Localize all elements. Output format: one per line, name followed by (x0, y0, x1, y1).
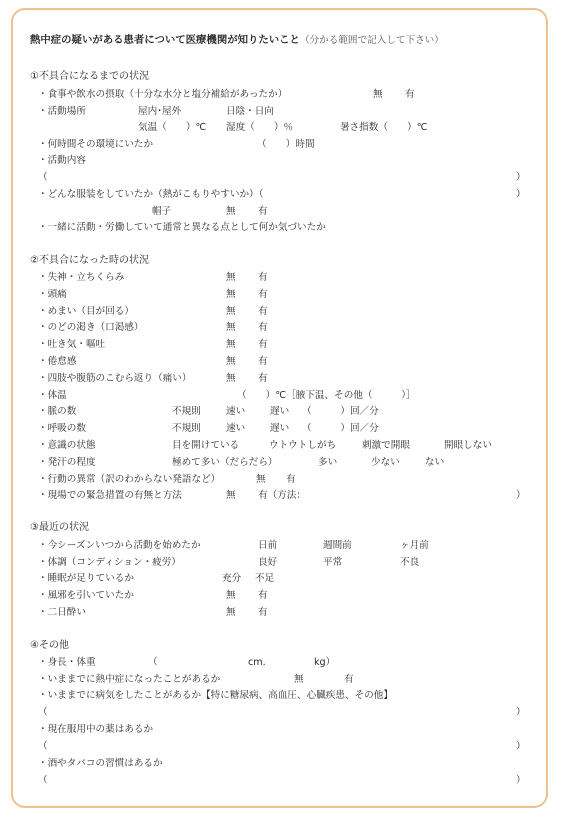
condition-good[interactable]: 良好 (258, 557, 278, 568)
resp-rate-field[interactable]: （ ）回／分 (302, 423, 379, 434)
symptom-yes[interactable]: 有 (258, 272, 268, 283)
cold-yes[interactable]: 有 (258, 590, 268, 601)
hangover-question: ・二日酔い (38, 607, 86, 618)
alcohol-close: ） (516, 775, 526, 786)
first-aid-question: ・現場での緊急措置の有無と方法 (38, 490, 182, 501)
condition-normal[interactable]: 平常 (323, 557, 343, 568)
symptom-yes[interactable]: 有 (258, 356, 268, 367)
wbgt-field[interactable]: 暑さ指数（ ）℃ (340, 122, 428, 133)
hangover-no[interactable]: 無 (226, 607, 236, 618)
respiration-question: ・呼吸の数 (38, 423, 86, 434)
sweat-heavy[interactable]: 多い (318, 457, 338, 468)
season-days[interactable]: 日前 (258, 540, 278, 551)
season-weeks[interactable]: 週間前 (323, 540, 352, 551)
hat-yes[interactable]: 有 (258, 206, 268, 217)
clothing-question[interactable]: ・どんな服装をしていたか（熱がこもりやすいか）（ (38, 189, 264, 200)
behavior-no[interactable]: 無 (256, 474, 266, 485)
pulse-irregular[interactable]: 不規則 (172, 406, 201, 417)
symptom-no[interactable]: 無 (226, 289, 236, 300)
medication-close: ） (516, 741, 526, 752)
symptom-fatigue: ・倦怠感 (38, 356, 77, 367)
season-months[interactable]: ヶ月前 (400, 540, 429, 551)
companions-question: ・一緒に活動・労働していて通常と異なる点として何か気づいたか (38, 222, 326, 233)
cold-no[interactable]: 無 (226, 590, 236, 601)
clothing-close: ） (516, 189, 526, 200)
hat-label: 帽子 (152, 206, 172, 217)
section2-heading: ②不具合になった時の状況 (30, 255, 149, 266)
humidity-field[interactable]: 湿度（ ）％ (226, 122, 294, 133)
symptom-syncope: ・失神・立ちくらみ (38, 272, 125, 283)
consciousness-stimulus[interactable]: 刺激で開眼 (362, 440, 410, 451)
sweat-none[interactable]: ない (425, 457, 445, 468)
cold-question: ・風邪を引いていたか (38, 590, 134, 601)
section1-heading: ①不具合になるまでの状況 (30, 71, 149, 82)
height-weight-open[interactable]: （ (148, 657, 158, 668)
pulse-slow[interactable]: 遅い (270, 406, 290, 417)
symptom-yes[interactable]: 有 (258, 322, 268, 333)
season-question: ・今シーズンいつから活動を始めたか (38, 540, 201, 551)
section3-heading: ③最近の状況 (30, 522, 89, 533)
heatstroke-history-yes[interactable]: 有 (344, 674, 354, 685)
condition-question: ・体調（コンディション・疲労） (38, 557, 181, 568)
alcohol-tobacco-question: ・酒やタバコの習慣はあるか (38, 758, 163, 769)
consciousness-no-response[interactable]: 開眼しない (444, 440, 492, 451)
medication-question: ・現在服用中の薬はあるか (38, 724, 154, 735)
sleep-lacking[interactable]: 不足 (255, 573, 275, 584)
height-unit: cm. (248, 657, 266, 668)
heatstroke-history-no[interactable]: 無 (294, 674, 304, 685)
pulse-fast[interactable]: 速い (226, 406, 246, 417)
sweat-very-heavy[interactable]: 極めて多い（だらだら） (172, 457, 278, 468)
place-shade-sun[interactable]: 日陰・日向 (226, 106, 274, 117)
consciousness-drowsy[interactable]: ウトウトしがち (269, 440, 337, 451)
body-temp-field[interactable]: （ ）℃［腋下温、その他（ ）］ (237, 390, 416, 401)
symptom-yes[interactable]: 有 (258, 306, 268, 317)
resp-slow[interactable]: 遅い (270, 423, 290, 434)
illness-history-question: ・いままでに病気をしたことがあるか【特に糖尿病、高血圧、心臓疾患、その他】 (38, 690, 393, 701)
symptom-cramps: ・四肢や腹筋のこむら返り（痛い） (38, 373, 192, 384)
symptom-headache: ・頭痛 (38, 289, 67, 300)
body-temp-question: ・体温 (38, 390, 67, 401)
sleep-enough[interactable]: 充分 (222, 573, 242, 584)
symptom-no[interactable]: 無 (226, 322, 236, 333)
medication-open[interactable]: （ (38, 741, 48, 752)
sleep-question: ・睡眠が足りているか (38, 573, 134, 584)
title-text: 熱中症の疑いがある患者について医療機関が知りたいこと (30, 34, 300, 46)
consciousness-question: ・意識の状態 (38, 440, 96, 451)
duration-field[interactable]: （ ）時間 (257, 139, 315, 150)
symptom-no[interactable]: 無 (226, 339, 236, 350)
symptom-nausea: ・吐き気・嘔吐 (38, 339, 106, 350)
pulse-rate-field[interactable]: （ ）回／分 (302, 406, 379, 417)
hat-no[interactable]: 無 (226, 206, 236, 217)
activity-question: ・活動内容 (38, 155, 86, 166)
first-aid-close: ） (516, 490, 526, 501)
sweat-question: ・発汗の程度 (38, 457, 96, 468)
resp-irregular[interactable]: 不規則 (172, 423, 201, 434)
intake-no[interactable]: 無 (373, 89, 383, 100)
duration-question: ・何時間その環境にいたか (38, 139, 154, 150)
first-aid-no[interactable]: 無 (226, 490, 236, 501)
sweat-little[interactable]: 少ない (371, 457, 400, 468)
resp-fast[interactable]: 速い (226, 423, 246, 434)
weight-unit: kg） (314, 657, 336, 668)
pulse-question: ・脈の数 (38, 406, 77, 417)
behavior-question: ・行動の異常（訳のわからない発語など） (38, 474, 221, 485)
symptom-no[interactable]: 無 (226, 373, 236, 384)
symptom-no[interactable]: 無 (226, 272, 236, 283)
activity-close: ） (516, 172, 526, 183)
symptom-no[interactable]: 無 (226, 356, 236, 367)
form-title (30, 31, 444, 46)
alcohol-open[interactable]: （ (38, 775, 48, 786)
heatstroke-history-question: ・いままでに熱中症になったことがあるか (38, 674, 221, 685)
activity-open[interactable]: （ (38, 172, 48, 183)
illness-open[interactable]: （ (38, 707, 48, 718)
intake-yes[interactable]: 有 (405, 89, 415, 100)
symptom-yes[interactable]: 有 (258, 289, 268, 300)
hangover-yes[interactable]: 有 (258, 607, 268, 618)
behavior-yes[interactable]: 有 (286, 474, 296, 485)
temperature-field[interactable]: 気温（ ）℃ (138, 122, 207, 133)
condition-poor[interactable]: 不良 (400, 557, 420, 568)
height-weight-question: ・身長・体重 (38, 657, 96, 668)
first-aid-yes[interactable]: 有（方法： (258, 490, 306, 501)
symptom-thirst: ・のどの渇き（口渇感） (38, 322, 144, 333)
symptom-yes[interactable]: 有 (258, 339, 268, 350)
consciousness-eyes-open[interactable]: 目を開けている (172, 440, 240, 451)
illness-close: ） (516, 707, 526, 718)
section4-heading: ④その他 (30, 640, 69, 651)
symptom-dizziness: ・めまい（目が回る） (38, 306, 134, 317)
title-note: （分かる範囲で記入して下さい） (299, 35, 444, 46)
place-indoor-outdoor[interactable]: 屋内･屋外 (138, 106, 182, 117)
symptom-yes[interactable]: 有 (258, 373, 268, 384)
intake-question: ・食事や飲水の摂取（十分な水分と塩分補給があったか） (38, 89, 288, 100)
symptom-no[interactable]: 無 (226, 306, 236, 317)
place-question: ・活動場所 (38, 106, 86, 117)
